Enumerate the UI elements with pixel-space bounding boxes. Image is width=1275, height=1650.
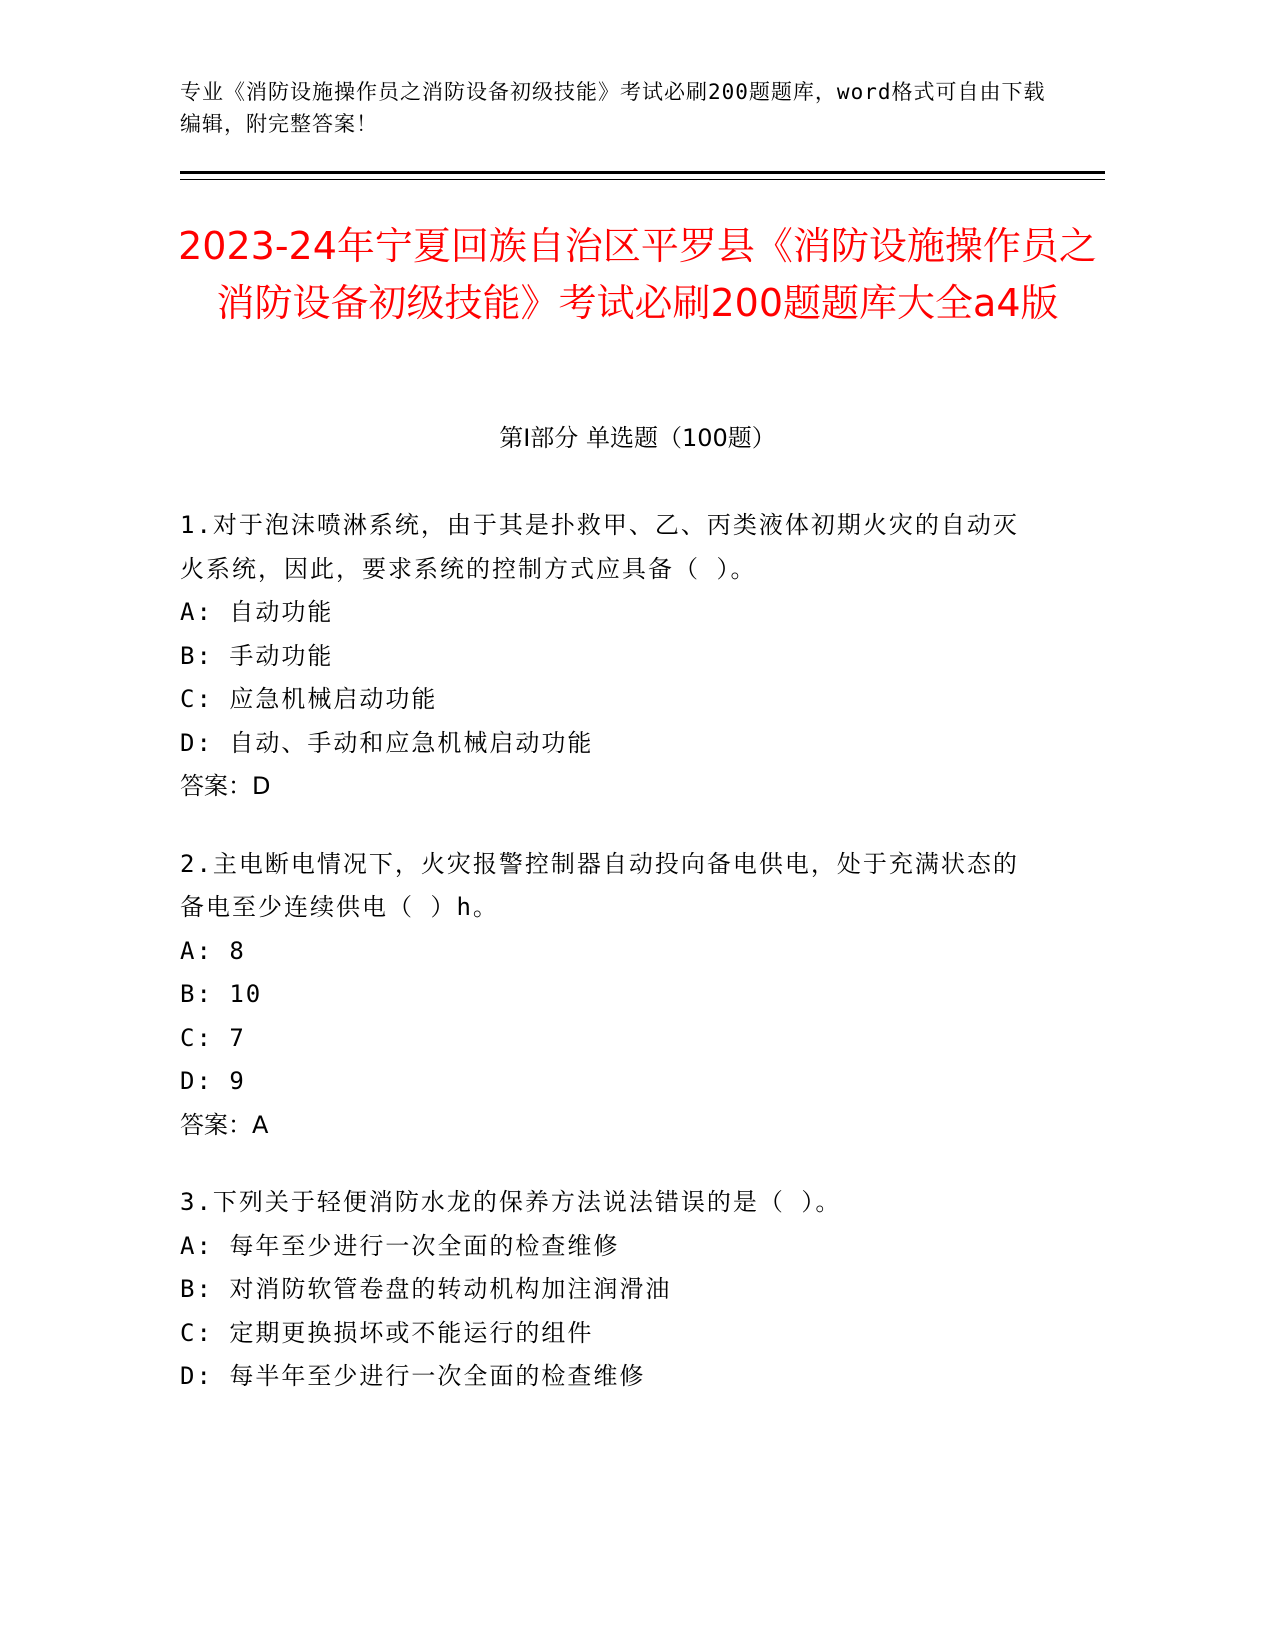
option-c: C: 7 xyxy=(180,1023,246,1052)
option-c: C: 定期更换损坏或不能运行的组件 xyxy=(180,1318,594,1347)
header-note: 专业《消防设施操作员之消防设备初级技能》考试必刷200题题库，word格式可自由下载编辑，附完整答案！ xyxy=(180,80,1046,136)
question-list xyxy=(180,504,1040,1433)
answer: 答案：A xyxy=(180,1110,269,1139)
option-b: B: 对消防软管卷盘的转动机构加注润滑油 xyxy=(180,1275,672,1303)
header-rule-thick xyxy=(180,171,1105,174)
option-c: C: 应急机械启动功能 xyxy=(180,685,438,713)
option-b: B: 手动功能 xyxy=(180,641,334,670)
header-rule-thin xyxy=(180,179,1105,180)
option-d: D: 每半年至少进行一次全面的检查维修 xyxy=(180,1362,646,1390)
option-b: B: 10 xyxy=(180,980,263,1008)
option-a: A: 自动功能 xyxy=(180,598,334,626)
option-a: A: 8 xyxy=(180,936,246,965)
option-d: D: 9 xyxy=(180,1067,246,1095)
question-2 xyxy=(180,843,1040,1148)
question-3 xyxy=(180,1181,1040,1399)
question-stem: 1.对于泡沫喷淋系统，由于其是扑救甲、乙、丙类液体初期火灾的自动灭火系统，因此，要求系统的控制方式应具备（ ）。 xyxy=(180,511,1019,583)
document-title: 2023-24年宁夏回族自治区平罗县《消防设施操作员之消防设备初级技能》考试必刷200题题库大全a4版 xyxy=(178,224,1097,325)
answer: 答案：D xyxy=(180,772,271,800)
question-1 xyxy=(180,504,1040,809)
section-heading: 第I部分 单选题（100题） xyxy=(499,424,776,452)
question-stem: 2.主电断电情况下，火灾报警控制器自动投向备电供电，处于充满状态的备电至少连续供电（ ）h。 xyxy=(180,849,1019,921)
question-stem: 3.下列关于轻便消防水龙的保养方法说法错误的是（ ）。 xyxy=(180,1188,842,1216)
option-a: A: 每年至少进行一次全面的检查维修 xyxy=(180,1231,620,1260)
option-d: D: 自动、手动和应急机械启动功能 xyxy=(180,728,594,757)
